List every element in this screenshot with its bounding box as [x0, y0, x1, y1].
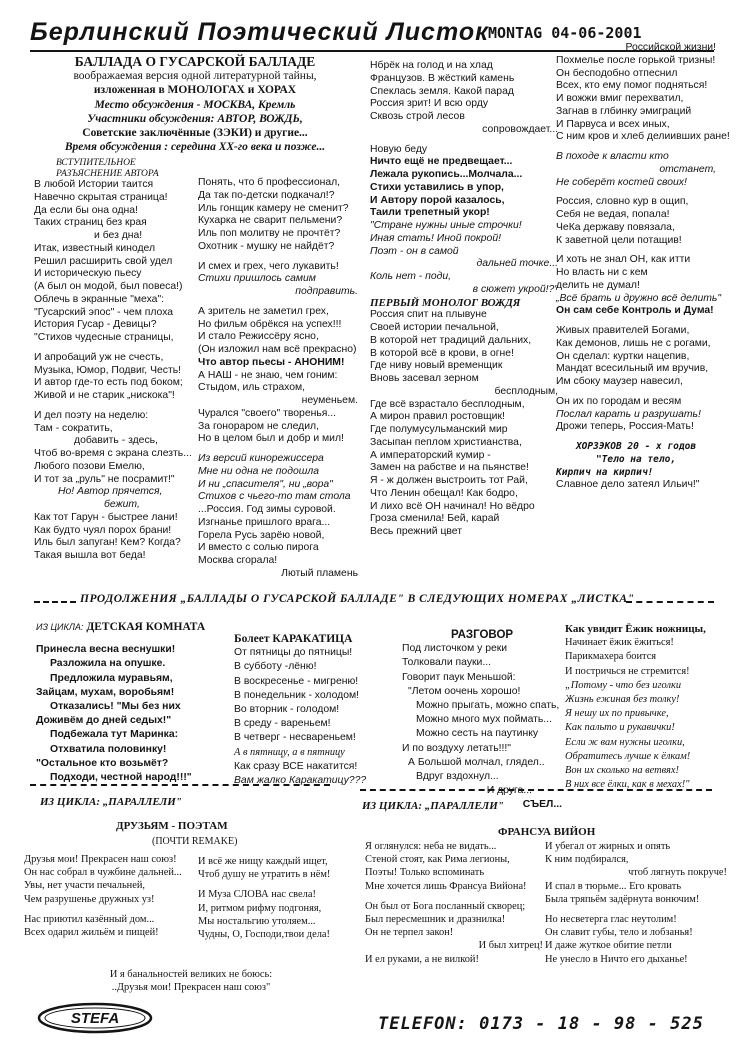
- verse-line: К заветной цели потащив!: [556, 234, 682, 246]
- verse-line: Стихов с чьего-то там стола: [198, 491, 351, 503]
- verse-line: Мне хочется лишь Франсуа Вийона!: [365, 880, 527, 892]
- verse-line: Был пересмешник и дразнилка!: [365, 914, 506, 926]
- verse-line: Иль поп молитву не прочтёт?: [198, 228, 341, 239]
- verse-line: Чтоб душу не утратить в нём!: [198, 869, 331, 881]
- masthead-date: MONTAG 04-06-2001: [488, 24, 642, 42]
- verse-line: Доживём до дней седых!": [36, 715, 172, 727]
- verse-line: Облечь в экранные "меха":: [34, 293, 165, 305]
- verse-line: Но власть ни с кем: [556, 267, 648, 278]
- verse-line: И спал в тюрьме... Его кровать: [545, 880, 682, 892]
- verse-line: Я оглянулся: неба не видать...: [365, 841, 497, 852]
- ballad-subtitle: воображаемая версия одной литературной тайны,: [73, 70, 317, 83]
- verse-line: "Остальное кто возьмёт?: [36, 757, 169, 769]
- verse-line: неуменьем.: [301, 395, 358, 406]
- cycle-label: ИЗ ЦИКЛА: „ПАРАЛЛЕЛИ": [362, 800, 504, 812]
- stefa-logo: [36, 1001, 154, 1035]
- friends-poem-left: [24, 853, 196, 939]
- verse-line: бесплодным,: [494, 385, 558, 397]
- verse-line: [198, 254, 358, 261]
- verse-line: [34, 403, 198, 410]
- poem-title: Болеет КАРАКАТИЦА: [234, 633, 353, 645]
- verse-line: Иная стать! Иной покрой!: [370, 232, 501, 244]
- poem-title: ФРАНСУА ВИЙОН: [498, 826, 596, 838]
- verse-line: Коль нет - поди,: [370, 271, 452, 282]
- verse-line: [370, 137, 558, 144]
- verse-line: Французов. В жёсткий камень: [370, 72, 515, 84]
- verse-line: Живой и не старик „нискока"!: [34, 390, 175, 401]
- ballad-time: Время обсуждения : середина XX-го века и позже...: [64, 141, 326, 154]
- monologue-title: ПЕРВЫЙ МОНОЛОГ ВОЖДЯ: [370, 296, 521, 309]
- divider-dashes: [360, 789, 712, 791]
- verse-line: Где ниву новый временщик: [370, 360, 503, 372]
- verse-line: сопровождает...: [482, 123, 558, 135]
- verse-line: А императорский кумир -: [370, 449, 491, 461]
- verse-line: И был хитрец!: [478, 940, 543, 952]
- ballad-participants: Советские заключённые (ЗЭКИ) и другие...: [82, 127, 308, 140]
- verse-line: [556, 189, 716, 196]
- ballad-title: БАЛЛАДА О ГУСАРСКОЙ БАЛЛАДЕ: [74, 54, 316, 69]
- divider-dashes: [626, 601, 714, 603]
- verse-line: Вам жалко Каракатицу???: [234, 775, 367, 787]
- verse-line: Замен на рабстве и на пьянстве!: [370, 462, 529, 474]
- verse-line: А в пятницу, а в пятницу: [234, 746, 345, 758]
- verse-line: А мирон правил ростовщик!: [370, 411, 505, 423]
- verse-line: От пятницы до пятницы!: [234, 647, 353, 659]
- verse-line: "Летом оочень хорошо!: [408, 685, 521, 697]
- verse-line: Парикмахера боится: [565, 651, 657, 663]
- verse-line: "Стихов чудесные страницы,: [34, 332, 174, 343]
- verse-line: Россия зрит! И всю орду: [370, 98, 489, 110]
- verse-line: И убегал от жирных и опять: [545, 841, 671, 852]
- verse-line: [198, 881, 363, 888]
- verse-line: Итак, известный кинодел: [34, 242, 156, 254]
- verse-line: [556, 144, 716, 151]
- verse-line: (Он изложил нам всё прекрасно): [198, 344, 357, 355]
- verse-line: добавить - здесь,: [74, 435, 158, 447]
- verse-line: делить не думал!: [556, 279, 640, 291]
- villon-poem-left: [365, 840, 543, 966]
- quote-line: ..Друзья мои! Прекрасен наш союз": [111, 982, 271, 994]
- verse-line: Россия спит на плывуне: [370, 309, 487, 321]
- verse-line: Он славит губы, тело и лобзанья!: [545, 927, 693, 939]
- verse-line: В которой всё в крови, в огне!: [370, 347, 514, 359]
- poem-subtitle: (ПОЧТИ REMAKE): [152, 836, 238, 847]
- verse-line: в сюжет укрой!?": [472, 283, 558, 295]
- verse-line: Можно сесть на паутинку: [416, 728, 539, 740]
- verse-line: И апробаций уж не счесть,: [34, 351, 164, 363]
- verse-line: И автор где-то есть под боком;: [34, 377, 183, 389]
- verse-line: Славное дело затеял Ильич!": [556, 479, 700, 491]
- verse-line: Он сделал: куртки нацепив,: [556, 350, 690, 362]
- verse-line: Живых правителей Богами,: [556, 325, 690, 336]
- verse-line: Такая вышла вот беда!: [34, 550, 146, 561]
- poem-verses: [402, 642, 562, 812]
- poem-verses: [234, 646, 399, 788]
- verse-line: В которой нет традиций дальних,: [370, 334, 532, 346]
- verse-line: Любого позови Емелю,: [34, 460, 145, 472]
- verse-line: Мы ностальгию утоляем...: [198, 915, 316, 927]
- verse-line: С ним кров и хлеб делиивших ране!: [556, 131, 730, 143]
- verse-line: Чтоб во-время с экрана слезть...: [34, 448, 192, 459]
- verse-line: Как пальто и рукавички!: [565, 722, 675, 734]
- verse-line: "Стране нужны иные строчки!: [370, 220, 522, 231]
- cuttlefish-poem: [234, 632, 399, 788]
- verse-line: Под листочком у реки: [402, 643, 508, 655]
- verse-line: Новую беду: [370, 143, 428, 155]
- verse-line: Можно прыгать, можно спать,: [416, 700, 560, 712]
- ballad-header: [40, 55, 350, 154]
- verse-line: Подходи, честной народ!!!": [50, 772, 192, 784]
- ballad-participants: Участники обсуждения: АВТОР, ВОЖДЬ,: [87, 112, 303, 125]
- verse-line: Не соберёт костей своих!: [556, 176, 687, 188]
- verse-line: подправить.: [295, 286, 358, 297]
- verse-line: [556, 389, 716, 396]
- children-room-poem: [36, 620, 231, 785]
- verse-line: СЪЕЛ...: [522, 799, 562, 811]
- verse-line: А Большой молчал, глядел..: [408, 756, 545, 768]
- verse-line: В понедельник - холодом!: [234, 689, 360, 701]
- verse-line: Он сам себе Контроль и Дума!: [556, 305, 714, 317]
- verse-line: Отхватила половинку!: [50, 743, 167, 755]
- verse-line: Всех, кто ему помог подняться!: [556, 80, 708, 92]
- verse-line: "Гусарский эпос" - чем плоха: [34, 306, 174, 318]
- masthead-title: Берлинский Поэтический Листок: [30, 18, 489, 46]
- verse-line: Чудны, О, Господи,твои дела!: [198, 929, 330, 941]
- verse-line: Чуралcя "своего" творенья...: [198, 407, 337, 419]
- verse-line: Лютый пламень: [281, 567, 358, 579]
- verse-line: Как тот Гарун - быстрее лани!: [34, 511, 178, 523]
- verse-line: Загнав в глбинку эмиграций: [556, 105, 692, 117]
- verse-line: И историческую пьесу: [34, 268, 142, 280]
- verse-line: Можно много мух поймать...: [416, 714, 552, 726]
- verse-line: Таили трепетный укор!: [370, 207, 490, 219]
- verse-line: И, ритмом рифму подгоняя,: [198, 902, 322, 914]
- verse-line: Себя не ведая, попала!: [556, 209, 670, 220]
- verse-line: И Автору порой казалось,: [370, 194, 505, 206]
- verse-line: и без дна!: [94, 230, 143, 241]
- verse-line: Поэт - он в самой: [370, 245, 459, 257]
- verse-line: Начинает ёжик ёжиться!: [565, 637, 674, 649]
- verse-line: В воскресенье - мигреню!: [234, 675, 359, 687]
- verse-line: Похмелье после горькой тризны!: [556, 54, 716, 66]
- verse-line: Разложила на опушке.: [50, 658, 166, 670]
- verse-line: В походе к власти кто: [556, 151, 669, 162]
- intro-subtitle: РАЗЪЯСНЕНИЕ АВТОРА: [56, 168, 159, 179]
- verse-line: Но фильм обрёкся на успех!!!: [198, 318, 342, 330]
- verse-line: Как сразу ВСЕ накатится!: [234, 760, 358, 772]
- verse-line: [24, 906, 196, 913]
- verse-line: Засыпан пеплом христианства,: [370, 436, 522, 448]
- verse-line: Толковали пауки...: [402, 657, 492, 669]
- ballad-place: Место обсуждения - МОСКВА, Кремль: [94, 98, 296, 111]
- verse-line: Увы, нет участи печальней,: [24, 880, 146, 892]
- verse-line: Кирпич на кирпич!: [556, 466, 654, 478]
- verse-line: Ничто ещё не предвещает...: [370, 156, 513, 168]
- poem-verses: [36, 643, 231, 785]
- verse-line: И постричься не стремится!: [565, 665, 690, 677]
- poem-verses: [370, 60, 558, 297]
- phone-number: TELEFON: 0173 - 18 - 98 - 525: [378, 1014, 704, 1034]
- verse-line: [556, 247, 716, 254]
- verse-line: Стихи пришлось самим: [198, 273, 316, 285]
- verse-line: Таких страниц без края: [34, 217, 147, 229]
- cycle-label: ИЗ ЦИКЛА:: [36, 622, 84, 632]
- verse-line: Всех одарил жильём и пищей!: [24, 927, 159, 939]
- continuation-note: ПРОДОЛЖЕНИЯ „БАЛЛАДЫ О ГУСАРСКОЙ БАЛЛАДЕ" В СЛЕДУЮЩИХ НОМЕРАХ „ЛИСТКА": [80, 593, 635, 605]
- verse-line: Музыка, Юмор, Подвиг, Честь!: [34, 364, 182, 376]
- verse-line: Принесла весна веснушки!: [36, 644, 176, 656]
- verse-line: Москва сгорала!: [198, 555, 278, 566]
- verse-line: И вожжи вмиг перехватил,: [556, 93, 684, 104]
- poem-column-3: [370, 60, 558, 539]
- cycle-title: ДЕТСКАЯ КОМНАТА: [86, 621, 206, 633]
- poem-column-4: [556, 42, 730, 492]
- verse-line: И вместо с солью пирога: [198, 542, 319, 554]
- poem-title: Как увидит Ёжик ножницы,: [565, 623, 706, 635]
- verse-line: Россия, словно кур в ощип,: [556, 196, 689, 208]
- verse-line: Где всё взрастало бесплодным,: [370, 398, 525, 410]
- verse-line: За гонораром не следил,: [198, 420, 319, 432]
- verse-line: Как демонов, лишь не с рогами,: [556, 337, 711, 349]
- villon-poem-right: [545, 840, 727, 966]
- verse-line: И стало Режиссёру ясно,: [198, 331, 319, 343]
- verse-line: Но в целом был и добр и мил!: [198, 433, 344, 445]
- verse-line: И всё же нищу каждый ищет,: [198, 856, 328, 867]
- verse-line: Из версий кинорежиссера: [198, 453, 324, 464]
- conversation-poem: [402, 628, 562, 813]
- friends-quote: [86, 968, 296, 995]
- verse-line: (А был он модой, был повеса!): [34, 281, 183, 292]
- verse-line: Он бесподобно отпеснил: [556, 67, 678, 79]
- verse-line: И Парвуса и всех иных,: [556, 118, 670, 130]
- divider-dashes: [34, 601, 76, 603]
- verse-line: И по воздуху летать!!!": [402, 742, 511, 754]
- verse-line: "Тело на тело,: [595, 453, 677, 465]
- verse-line: И ел руками, а не вилкой!: [365, 953, 479, 965]
- verse-line: Нбрёк на голод и на хлад: [370, 60, 493, 71]
- verse-line: Решил расширить свой удел: [34, 255, 173, 267]
- verse-line: Подбежала тут Маринка:: [50, 729, 179, 741]
- verse-line: Во вторник - голодом!: [234, 704, 340, 716]
- verse-line: К ним подбирался,: [545, 854, 629, 866]
- hedgehog-poem: [565, 622, 735, 792]
- cycle-label: ИЗ ЦИКЛА: „ПАРАЛЛЕЛИ": [40, 796, 182, 808]
- verse-line: Что Ленин обещал! Как бодро,: [370, 487, 518, 499]
- verse-line: Дрожи теперь, Россия-Мать!: [556, 421, 694, 433]
- verse-line: Весь прежний цвет: [370, 526, 463, 537]
- verse-line: Если ж вам нужны иголки,: [565, 736, 685, 748]
- verse-line: Вновь засевал зерном: [370, 373, 479, 384]
- verse-line: И ни „спасителя", ни „вора": [198, 478, 333, 490]
- intro-poem: [34, 179, 198, 563]
- verse-line: Предложила муравьям,: [50, 672, 173, 684]
- verse-line: [545, 906, 727, 913]
- intro-column: [34, 158, 198, 563]
- verse-line: Да если бы она одна!: [34, 204, 138, 216]
- verse-line: Лежала рукопись...Молчала...: [370, 169, 523, 180]
- logo-text: STEFA: [70, 1010, 120, 1027]
- verse-line: История Гусар - Девицы?: [34, 319, 157, 331]
- verse-line: [365, 893, 543, 900]
- verse-line: В любой Истории таится: [34, 179, 154, 190]
- verse-line: В них все ёлки, как в мехах!": [565, 779, 690, 791]
- verse-line: Я нешу их по привычке,: [565, 708, 669, 720]
- verse-line: Стыдом, иль страхом,: [198, 382, 306, 394]
- verse-line: Говорит паук Меньшой:: [402, 671, 516, 683]
- verse-line: Он не терпел закон!: [365, 927, 454, 939]
- verse-line: И дел поэту на неделю:: [34, 409, 149, 421]
- verse-line: И лихо всё ОН начинал! Но вёдро: [370, 500, 535, 512]
- verse-line: Охотник - мушку не найдёт?: [198, 240, 335, 252]
- verse-line: Была тряпьём задёрнута вонючим!: [545, 893, 700, 905]
- verse-line: [34, 345, 198, 352]
- verse-line: отстанет,: [659, 163, 716, 175]
- verse-line: Он нас собрал в чужбине дальней...: [24, 867, 182, 879]
- verse-line: Он был от Бога посланный скворец;: [365, 900, 526, 912]
- verse-line: Стеной стоят, как Рима легионы,: [365, 854, 510, 866]
- verse-line: А НАШ - не знаю, чем гоним:: [198, 369, 338, 381]
- verse-line: „Потому - что без иголки: [565, 679, 682, 691]
- verse-line: Иль гонщик камеру не сменит?: [198, 202, 349, 214]
- verse-line: чтоб лягнуть покруче!: [628, 867, 727, 879]
- ballad-subtitle: изложенная в МОНОЛОГАХ и ХОРАХ: [93, 84, 297, 97]
- verse-line: Понять, что б профессионал,: [198, 177, 341, 188]
- verse-line: Российской жизни!: [625, 42, 716, 53]
- verse-line: Вон их сколько на ветвях!: [565, 765, 679, 777]
- verse-line: Горела Русь зарёю новой,: [198, 529, 325, 541]
- verse-line: Спеклась земля. Какой парад: [370, 85, 514, 97]
- verse-line: Нас приютил казённый дом...: [24, 913, 155, 925]
- poem-title: РАЗГОВОР: [450, 629, 514, 641]
- verse-line: А зритель не заметил грех,: [198, 305, 329, 317]
- verse-line: „Всё брать и дружно всё делить": [556, 292, 722, 304]
- verse-line: И Муза СЛОВА нас свела!: [198, 889, 316, 901]
- verse-line: Но несветерга глас неутолим!: [545, 914, 677, 926]
- verse-line: Стихи уставились в упор,: [370, 181, 504, 193]
- verse-line: Отказались! "Мы без них: [50, 701, 181, 713]
- poem-column-2: [198, 177, 358, 581]
- verse-line: Я - ж должен выстроить тот Рай,: [370, 475, 528, 486]
- verse-line: Друзья мои! Прекрасен наш союз!: [24, 854, 177, 865]
- verse-line: Изгнанье пришлого врага...: [198, 516, 331, 528]
- verse-line: Чем разрушенье дружных уз!: [24, 893, 155, 905]
- verse-line: Зайцам, мухам, воробьям!: [36, 686, 175, 698]
- verse-line: Поэты! Только вспоминать: [365, 867, 485, 879]
- quote-line: И я банальностей великих не боюсь:: [109, 969, 273, 980]
- verse-line: Где полумусульманский мир: [370, 424, 508, 435]
- verse-line: ХОРЗЭКОВ 20 - х годов: [575, 441, 697, 452]
- verse-line: Жизнь ежиная без толку!: [565, 694, 680, 706]
- verse-line: Иль был запуган! Кем? Когда?: [34, 537, 181, 549]
- verse-line: Мандат всесильный им вручив,: [556, 363, 709, 375]
- verse-line: Послал карать и разрушать!: [556, 408, 701, 420]
- verse-line: В субботу -лёню!: [234, 661, 317, 673]
- verse-line: Вдруг вздохнул...: [416, 771, 499, 783]
- verse-line: Не унесло в Ничто его дыханье!: [545, 953, 688, 965]
- poem-title: ДРУЗЬЯМ - ПОЭТАМ: [116, 820, 228, 832]
- verse-line: [198, 446, 358, 453]
- verse-line: [556, 318, 716, 325]
- monologue-verses: [370, 309, 558, 539]
- verse-line: Что автор пьесы - АНОНИМ!: [198, 356, 345, 368]
- verse-line: И друга...: [486, 785, 532, 797]
- friends-poem-right: [198, 855, 363, 941]
- verse-line: Обратитесь лучше к ёлкам!: [565, 750, 691, 762]
- verse-line: Да так по-детски подкачал!?: [198, 189, 335, 201]
- verse-line: В четверг - несвареньем!: [234, 732, 356, 744]
- verse-line: ЧеКа державу повязала,: [556, 221, 675, 233]
- verse-line: дальней точке...: [476, 258, 558, 270]
- verse-line: Своей истории печальной,: [370, 322, 499, 333]
- verse-line: И хоть не знал ОН, как итти: [556, 254, 691, 266]
- verse-line: И смех и грех, чего лукавить!: [198, 260, 339, 272]
- verse-line: Там - сократить,: [34, 422, 113, 434]
- verse-line: [198, 299, 358, 306]
- verse-line: И даже жуткое обитие петли: [545, 940, 672, 952]
- verse-line: Гроза сменила! Бей, карай: [370, 513, 500, 525]
- verse-line: И тот за „руль" не посрамит!": [34, 473, 175, 485]
- verse-line: Как будто чуял порох брани!: [34, 524, 172, 536]
- verse-line: Но! Автор прячется,: [58, 486, 163, 498]
- verse-line: ...Россия. Год зимы суровой.: [198, 504, 336, 515]
- verse-line: Им сбоку маузер навесил,: [556, 376, 683, 387]
- verse-line: бежит,: [104, 499, 140, 510]
- verse-line: Кухарка не сварит пельмени?: [198, 215, 343, 227]
- verse-line: [556, 434, 716, 441]
- verse-line: Мне ни одна не подошла: [198, 465, 319, 477]
- divider-dashes: [30, 784, 330, 786]
- poem-verses: [565, 636, 735, 792]
- verse-line: Навечно скрытая страница!: [34, 191, 168, 203]
- verse-line: Он их по городам и весям: [556, 395, 682, 407]
- verse-line: В среду - вареньем!: [234, 718, 331, 730]
- verse-line: Сквозь строй лесов: [370, 111, 465, 122]
- intro-subtitle: ВСТУПИТЕЛЬНОЕ: [56, 158, 136, 168]
